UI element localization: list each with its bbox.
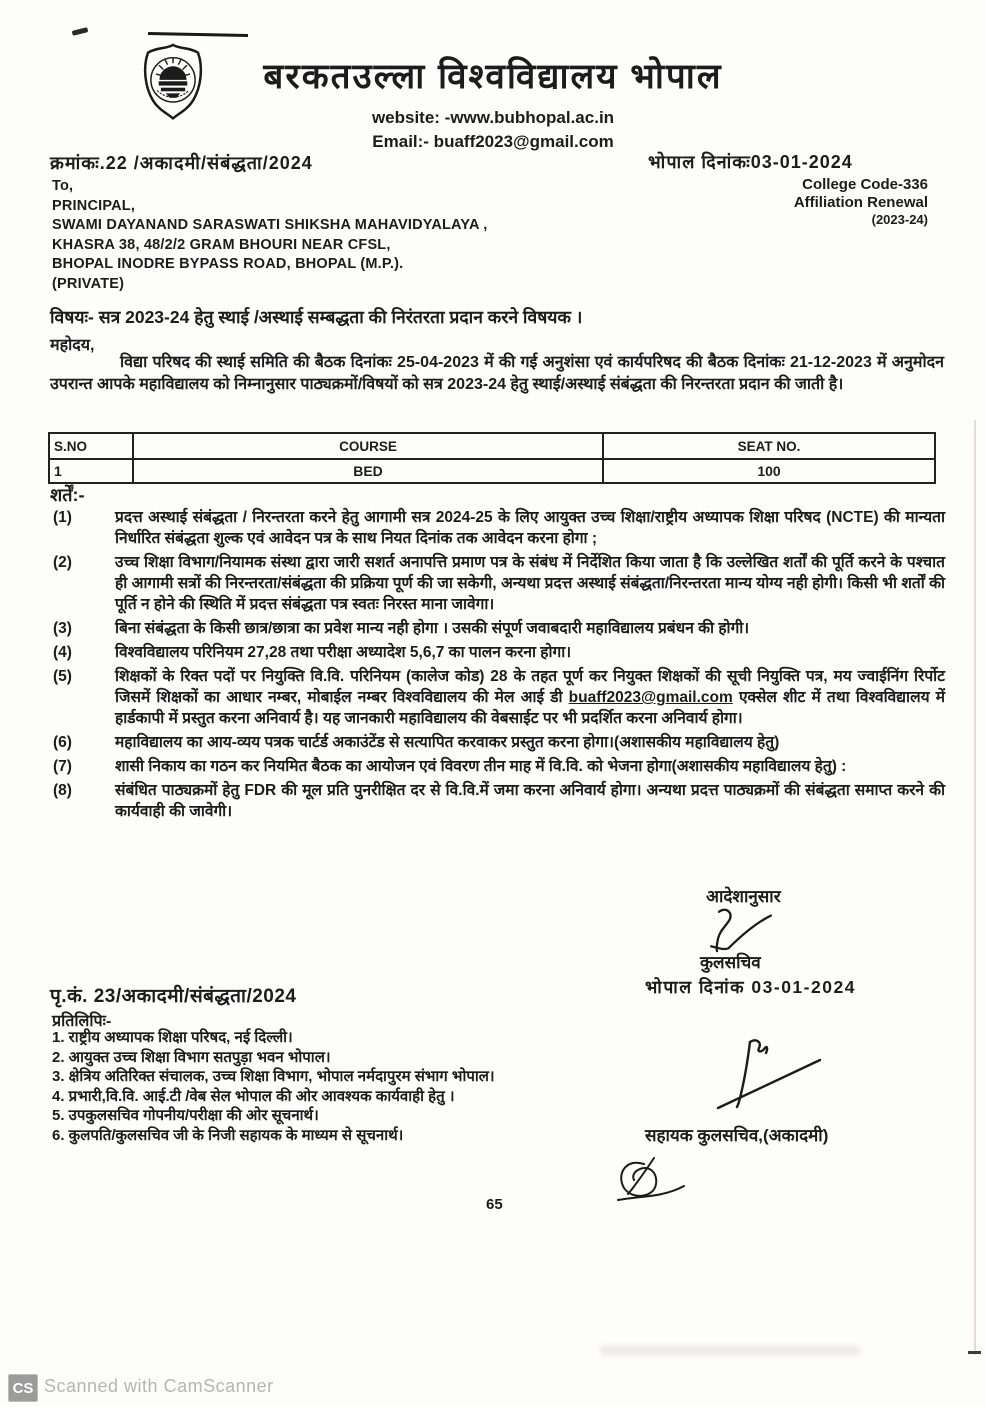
closing-place-date: भोपाल दिनांक 03-01-2024 [645, 977, 856, 997]
camscanner-logo-icon: CS [8, 1374, 38, 1402]
term-item [53, 642, 945, 663]
courses-table [48, 432, 936, 484]
session-year: (2023-24) [871, 212, 928, 227]
recipient-address [52, 177, 488, 294]
assistant-registrar-title: सहायक कुलसचिव,(अकादमी) [645, 1126, 829, 1145]
term-item [53, 756, 945, 777]
term-item [53, 507, 945, 549]
university-name: बरकतउल्ला विश्वविद्यालय भोपाल [263, 57, 723, 96]
body-paragraph: विद्या परिषद की स्थाई समिति की बैठक दिनांकः 25-04-2023 में की गई अनुशंसा एवं कार्यपरिषद की बैठक दिनांकः 21-12-2023 में अनुमोदन उपरान्त आपके महाविद्यालय को निम्नानुसार पाठ्यक्रमों/विषयों को सत्र 2023-24 हेतु स्थाई/अस्थाई संबंद्धता की निरन्तरता प्रदान की जाती है। [50, 354, 944, 393]
header-seat-no: SEAT NO. [603, 433, 935, 459]
copy-item: 4. प्रभारी,वि.वि. आई.टी /वेब सेल भोपाल की ओर आवश्यक कार्यवाही हेतु । [52, 1087, 455, 1105]
round-scribble-signature [610, 1156, 692, 1211]
cell-sno: 1 [49, 459, 133, 483]
term-number: (6) [53, 734, 72, 751]
header-sno: S.NO [49, 433, 133, 459]
website-line: website: -www.bubhopal.ac.in [371, 108, 615, 127]
term-item [53, 618, 945, 639]
term-text: संबंधित पाठ्यक्रमों हेतु FDR की मूल प्रति पुनरीक्षित दर से वि.वि.में जमा करना अनिवार्य होगा। अन्यथा प्रदत्त पाठ्यक्रमों की संबंद्धता समाप्त करने की कार्यवाही की जावेगी। [115, 782, 945, 820]
copy-item: 3. क्षेत्रिय अतिरिक्त संचालक, उच्च शिक्षा विभाग, भोपाल नर्मदापुरम संभाग भोपाल। [52, 1068, 495, 1085]
term-item [53, 732, 945, 753]
salutation: महोदय, [50, 337, 95, 354]
order-text: आदेशानुसार [706, 887, 781, 906]
college-code: College Code-336 [802, 176, 928, 193]
terms-list [53, 507, 945, 825]
scan-artifact-edge-line [974, 420, 976, 1355]
email-line: Email:- buaff2023@gmail.com [372, 132, 614, 151]
copy-item: 1. राष्ट्रीय अध्यापक शिक्षा परिषद, नई दिल्ली। [52, 1029, 293, 1046]
term-item [53, 552, 945, 615]
term-text: उच्च शिक्षा विभाग/नियामक संस्था द्वारा जारी सशर्त अनापत्ति प्रमाण पत्र के संबंध में निर्देशित किया जाता है कि उल्लेखित शर्तों की पूर्ति करने के पश्चात ही आगामी सत्रों की निरन्तरता/संबंद्धता की प्रक्रिया पूर्ण की जा सकेगी, अन्यथा प्रदत्त अस्थाई संबंद्धता/निरन्तरता मान्य योग्य नही होगी। किसी भी शर्तों की पूर्ति न होने की स्थिति में प्रदत्त संबंद्धता पत्र स्वतः निरस्त माना जावेगा। [115, 554, 945, 613]
scan-artifact-dash [968, 1351, 981, 1354]
term-text: प्रदत्त अस्थाई संबंद्धता / निरन्तरता करने हेतु आगामी सत्र 2024-25 के लिए आयुक्त उच्च शिक्षा/राष्ट्रीय अध्यापक शिक्षा परिषद (NCTE) की मान्यता निर्धारित संबंद्धता शुल्क एवं आवेदन पत्र के साथ नियत दिनांक तक आवेदन करना होगा ; [115, 509, 945, 547]
header-course: COURSE [133, 433, 603, 459]
term-text-post: एक्सेल शीट में तथा विश्वविद्यालय में हार्डकापी में प्रस्तुत करना अनिवार्य है। यह जानकारी महाविद्यालय की वेबसाईट पर भी प्रदर्शित करना अनिवार्य होगा। [115, 689, 945, 727]
copy-item: 6. कुलपति/कुलसचिव जी के निजी सहायक के माध्यम से सूचनार्थ। [52, 1126, 404, 1144]
cell-seat-no: 100 [603, 459, 935, 483]
table-header-row [49, 433, 935, 459]
term-number: (1) [53, 509, 72, 526]
term-text [109, 666, 945, 729]
term-text-pre: शिक्षकों के रिक्त पदों पर नियुक्ति वि.वि. परिनियम (कालेज कोड) 28 के तहत पूर्ण कर नियुक्त शिक्षकों की सूची नियुक्ति पत्र, मय ज्वाईनिंग रिर्पोट जिसमें शिक्षकों का आधार नम्बर, मोबाईल नम्बर विश्वविद्यालय की मेल आई डी [115, 668, 945, 706]
scan-artifact-smudge [600, 1346, 860, 1355]
scan-artifact-blob [72, 27, 89, 36]
table-row [49, 459, 935, 483]
term-number: (2) [53, 554, 72, 571]
registrar-title: कुलसचिव [700, 953, 761, 972]
subject-line: विषयः- सत्र 2023-24 हेतु स्थाई /अस्थाई सम्बद्धता की निरंतरता प्रदान करने विषयक । [50, 307, 583, 327]
affiliation-renewal: Affiliation Renewal [793, 193, 928, 211]
dispatch-ref: पृ.कं. 23/अकादमी/संबंद्धता/2024 [50, 986, 297, 1007]
recipient-line: BHOPAL INODRE BYPASS ROAD, BHOPAL (M.P.). [52, 256, 404, 272]
copy-heading: प्रतिलिपिः- [52, 1013, 112, 1030]
term-item [53, 666, 945, 729]
copy-item: 5. उपकुलसचिव गोपनीय/परीक्षा की ओर सूचनार्थ। [52, 1107, 319, 1124]
recipient-to: To, [52, 178, 74, 194]
terms-heading: शर्तें:- [50, 485, 85, 505]
term-item [53, 780, 945, 822]
recipient-line: PRINCIPAL, [52, 197, 136, 214]
term-text: शासी निकाय का गठन कर नियमित बैठक का आयोजन एवं विवरण तीन माह में वि.वि. को भेजना होगा(अशासकीय महाविद्यालय हेतु) : [115, 758, 847, 775]
term-number: (7) [53, 758, 72, 775]
term-text: महाविद्यालय का आय-व्यय पत्रक चार्टर्ड अकाउंटेंड से सत्यापित करवाकर प्रस्तुत करना होगा।(अशासकीय महाविद्यालय हेतु) [115, 734, 780, 751]
email-link: buaff2023@gmail.com [568, 689, 733, 706]
cell-course: BED [133, 459, 603, 483]
recipient-line: (PRIVATE) [52, 275, 125, 292]
copy-item: 2. आयुक्त उच्च शिक्षा विभाग सतपुड़ा भवन भोपाल। [52, 1048, 331, 1066]
page-number: 65 [486, 1196, 503, 1213]
camscanner-text: Scanned with CamScanner [44, 1376, 274, 1396]
college-code-block [794, 176, 928, 229]
ref-number: क्रमांकः.22 /अकादमी/संबंद्धता/2024 [50, 153, 313, 173]
term-number: (4) [53, 644, 72, 661]
term-number: (5) [53, 668, 72, 685]
scan-artifact-line [148, 32, 248, 37]
assistant-registrar-signature [712, 1036, 827, 1119]
place-date: भोपाल दिनांकः03-01-2024 [648, 152, 853, 172]
recipient-line: SWAMI DAYANAND SARASWATI SHIKSHA MAHAVIDYALAYA , [52, 217, 488, 233]
term-number: (3) [53, 620, 72, 637]
term-number: (8) [53, 782, 72, 799]
recipient-line: KHASRA 38, 48/2/2 GRAM BHOURI NEAR CFSL, [52, 236, 391, 253]
term-text: विश्वविद्यालय परिनियम 27,28 तथा परीक्षा अध्यादेश 5,6,7 का पालन करना होगा। [115, 644, 572, 661]
term-text: बिना संबंद्धता के किसी छात्र/छात्रा का प्रवेश मान्य नही होगा । उसकी संपूर्ण जवाबदारी महाविद्यालय प्रबंधन की होगी। [115, 620, 750, 637]
copies-list [52, 1028, 495, 1145]
